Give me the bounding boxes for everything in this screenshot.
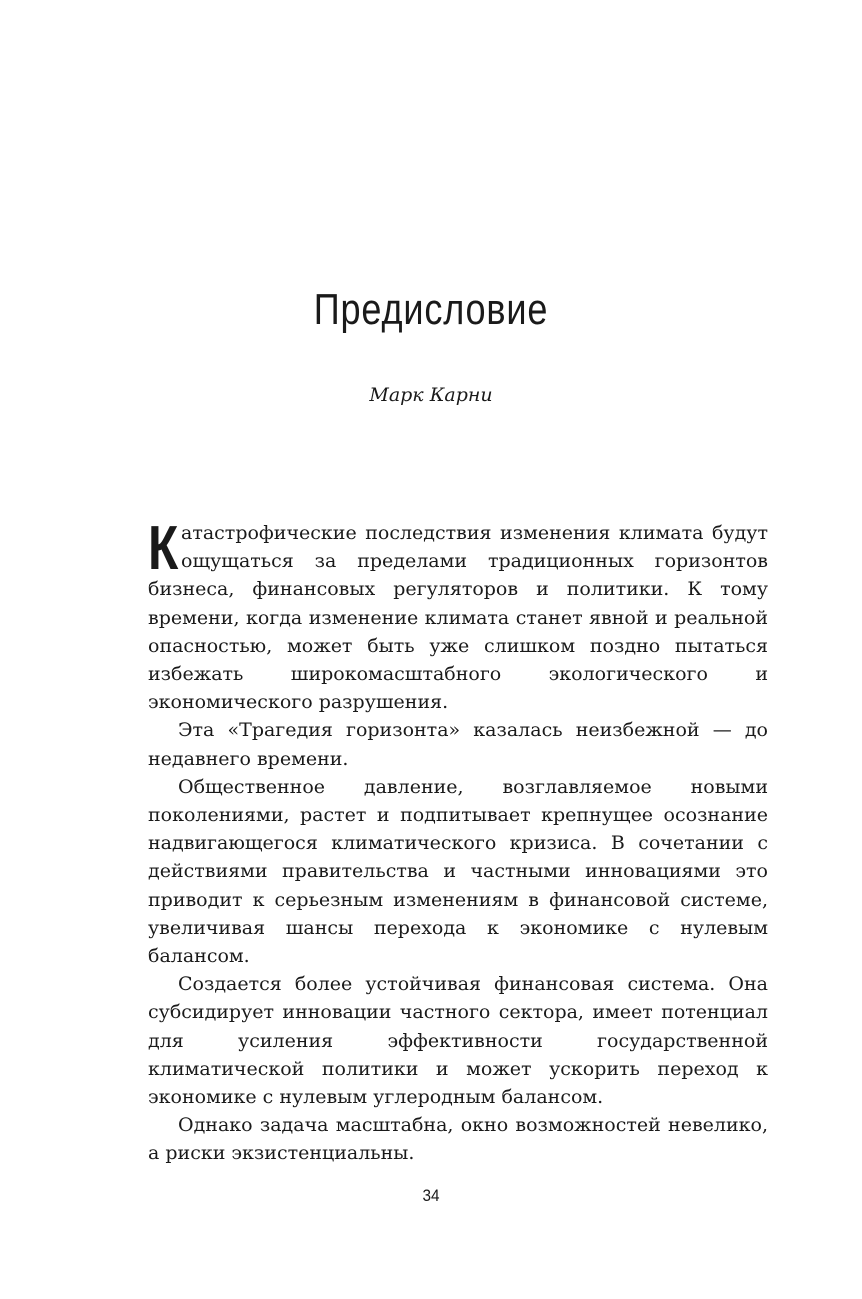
- paragraph-4: Создается более устойчивая финансовая система. Она субсидирует инновации частного сектора, имеет потенциал для усиления эффективности государственной климатической политики и может ускорить переход к экономике с нулевым углеродным балансом.: [148, 973, 768, 1109]
- chapter-author: Марк Карни: [369, 384, 493, 406]
- chapter-title: Предисловие: [313, 285, 549, 334]
- paragraph-2: Эта «Трагедия горизонта» казалась неизбежной — до недавнего времени.: [148, 719, 768, 770]
- paragraph-1-text: атастрофические последствия изменения климата будут ощущаться за пределами традиционных горизонтов бизнеса, финансовых регуляторов и политики. К тому времени, когда изменение климата станет явной и реальной опасностью, может быть уже слишком поздно пытаться избежать широкомасштабного экологического и экономического разрушения.: [148, 522, 768, 714]
- paragraph-1: [148, 514, 768, 716]
- body-text: [148, 514, 768, 1168]
- paragraph-5: Однако задача масштабна, окно возможностей невелико, а риски экзистенциальны.: [148, 1114, 768, 1165]
- paragraph-3: Общественное давление, возглавляемое новыми поколениями, растет и подпитывает крепнущее осознание надвигающегося климатического кризиса. В сочетании с действиями правительства и частными инновациями это приводит к серьезным изменениям в финансовой системе, увеличивая шансы перехода к экономике с нулевым балансом.: [148, 775, 768, 968]
- page-number: 34: [422, 1186, 440, 1205]
- drop-cap: К: [148, 514, 179, 583]
